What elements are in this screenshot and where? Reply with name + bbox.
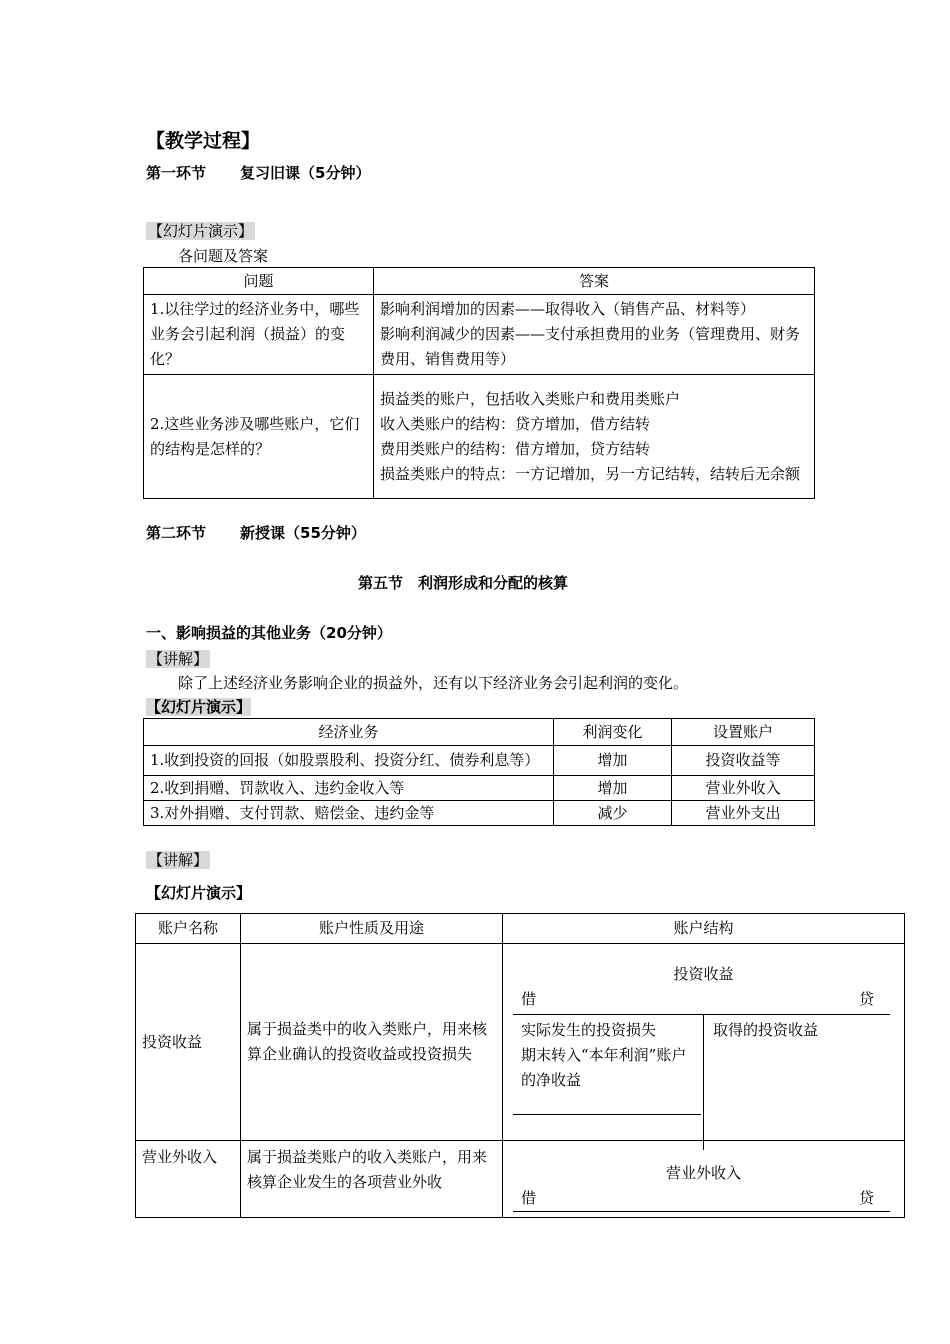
debit-entry: 实际发生的投资损失 [521, 1021, 657, 1039]
business-cell: 1.收到投资的回报（如股票股利、投资分红、债券利息等） [144, 746, 554, 776]
answer-line: 费用类账户的结构：借方增加，贷方结转 [380, 439, 651, 458]
slide-tag-2 [146, 696, 251, 717]
section-1-title: 复习旧课（5分钟） [240, 164, 371, 182]
t-account-left-entries [521, 1018, 699, 1093]
slide-tag-2-text: 【幻灯片演示】 [146, 698, 252, 716]
lecture-tag-2 [146, 849, 210, 870]
page-heading: 【教学过程】 [146, 130, 261, 152]
credit-label: 贷 [858, 1189, 874, 1207]
debit-label: 借 [521, 1189, 537, 1207]
table-row [144, 375, 815, 499]
t-account-right-entries [713, 1018, 818, 1043]
credit-label: 贷 [858, 990, 874, 1008]
question-cell: 2.这些业务涉及哪些账户，它们的结构是怎样的？ [144, 375, 374, 499]
t-account-cell [503, 944, 905, 1141]
table-header-row [144, 268, 815, 295]
lecture-tag-1-text: 【讲解】 [148, 650, 209, 668]
table-header-cell: 设置账户 [672, 719, 815, 746]
table-header-cell: 利润变化 [554, 719, 672, 746]
table-row [136, 1141, 905, 1218]
account-nature-cell: 属于损益类账户的收入类账户，用来核算企业发生的各项营业外收 [241, 1141, 503, 1218]
table-header-cell: 经济业务 [144, 719, 554, 746]
answer-line: 损益类账户的特点：一方记增加，另一方记结转，结转后无余额 [380, 464, 801, 483]
account-cell: 营业外收入 [672, 776, 815, 801]
qa-table [143, 267, 815, 499]
subsection-1-heading: 一、影响损益的其他业务（20分钟） [146, 624, 392, 642]
business-cell: 2.收到捐赠、罚款收入、违约金收入等 [144, 776, 554, 801]
debit-label: 借 [521, 990, 537, 1008]
table-row [144, 746, 815, 776]
slide-tag-1 [146, 220, 255, 241]
t-account-horizontal-line [513, 1014, 890, 1015]
table-header-row [136, 914, 905, 944]
account-table [135, 913, 905, 1218]
table-row [144, 776, 815, 801]
debit-entry: 期末转入“本年利润”账户的净收益 [521, 1046, 687, 1089]
account-name-cell: 营业外收入 [136, 1141, 241, 1218]
table-header-row [144, 719, 815, 746]
table-header-cell: 答案 [374, 268, 815, 295]
table-header-cell: 账户名称 [136, 914, 241, 944]
change-cell: 增加 [554, 746, 672, 776]
t-account-vertical-line [703, 1014, 704, 1150]
slide-tag-3: 【幻灯片演示】 [146, 884, 252, 902]
account-nature-cell: 属于损益类中的收入类账户，用来核算企业确认的投资收益或投资损失 [241, 944, 503, 1141]
section-1-label: 第一环节 [146, 164, 207, 182]
answer-line: 影响利润增加的因素——取得收入（销售产品、材料等） [380, 300, 756, 318]
answer-line: 收入类账户的结构：贷方增加，借方结转 [380, 414, 651, 433]
credit-entry: 取得的投资收益 [713, 1021, 819, 1039]
business-cell: 3.对外捐赠、支付罚款、赔偿金、违约金等 [144, 801, 554, 826]
account-name-cell: 投资收益 [136, 944, 241, 1141]
table-row [144, 801, 815, 826]
lecture-tag-1 [146, 648, 210, 669]
t-account-investment [503, 944, 904, 1140]
table-header-cell: 问题 [144, 268, 374, 295]
section-2-label: 第二环节 [146, 524, 207, 542]
answer-cell [374, 375, 815, 499]
change-cell: 增加 [554, 776, 672, 801]
section-2-heading [146, 522, 366, 543]
section-2-title: 新授课（55分钟） [240, 524, 366, 542]
answer-cell [374, 295, 815, 375]
t-account-nonoperating-income [503, 1141, 904, 1217]
t-account-horizontal-line [513, 1211, 890, 1212]
account-cell: 投资收益等 [672, 746, 815, 776]
chapter-title: 第五节 利润形成和分配的核算 [358, 574, 569, 592]
table-header-cell: 账户性质及用途 [241, 914, 503, 944]
qa-caption: 各问题及答案 [178, 247, 269, 265]
t-account-left-underline [513, 1114, 701, 1115]
lecture-text: 除了上述经济业务影响企业的损益外，还有以下经济业务会引起利润的变化。 [178, 674, 689, 692]
change-cell: 减少 [554, 801, 672, 826]
table-header-cell: 账户结构 [503, 914, 905, 944]
t-account-cell [503, 1141, 905, 1218]
section-1-heading [146, 162, 370, 183]
table-row [144, 295, 815, 375]
lecture-tag-2-text: 【讲解】 [148, 851, 209, 869]
business-table [143, 718, 815, 826]
t-account-title: 营业外收入 [665, 1164, 741, 1182]
question-cell: 1.以往学过的经济业务中，哪些业务会引起利润（损益）的变化？ [144, 295, 374, 375]
table-row [136, 944, 905, 1141]
account-cell: 营业外支出 [672, 801, 815, 826]
t-account-title: 投资收益 [673, 965, 734, 983]
answer-line: 影响利润减少的因素——支付承担费用的业务（管理费用、财务费用、销售费用等） [380, 325, 801, 368]
answer-line: 损益类的账户，包括收入类账户和费用类账户 [380, 389, 681, 408]
slide-tag-1-text: 【幻灯片演示】 [148, 222, 254, 240]
